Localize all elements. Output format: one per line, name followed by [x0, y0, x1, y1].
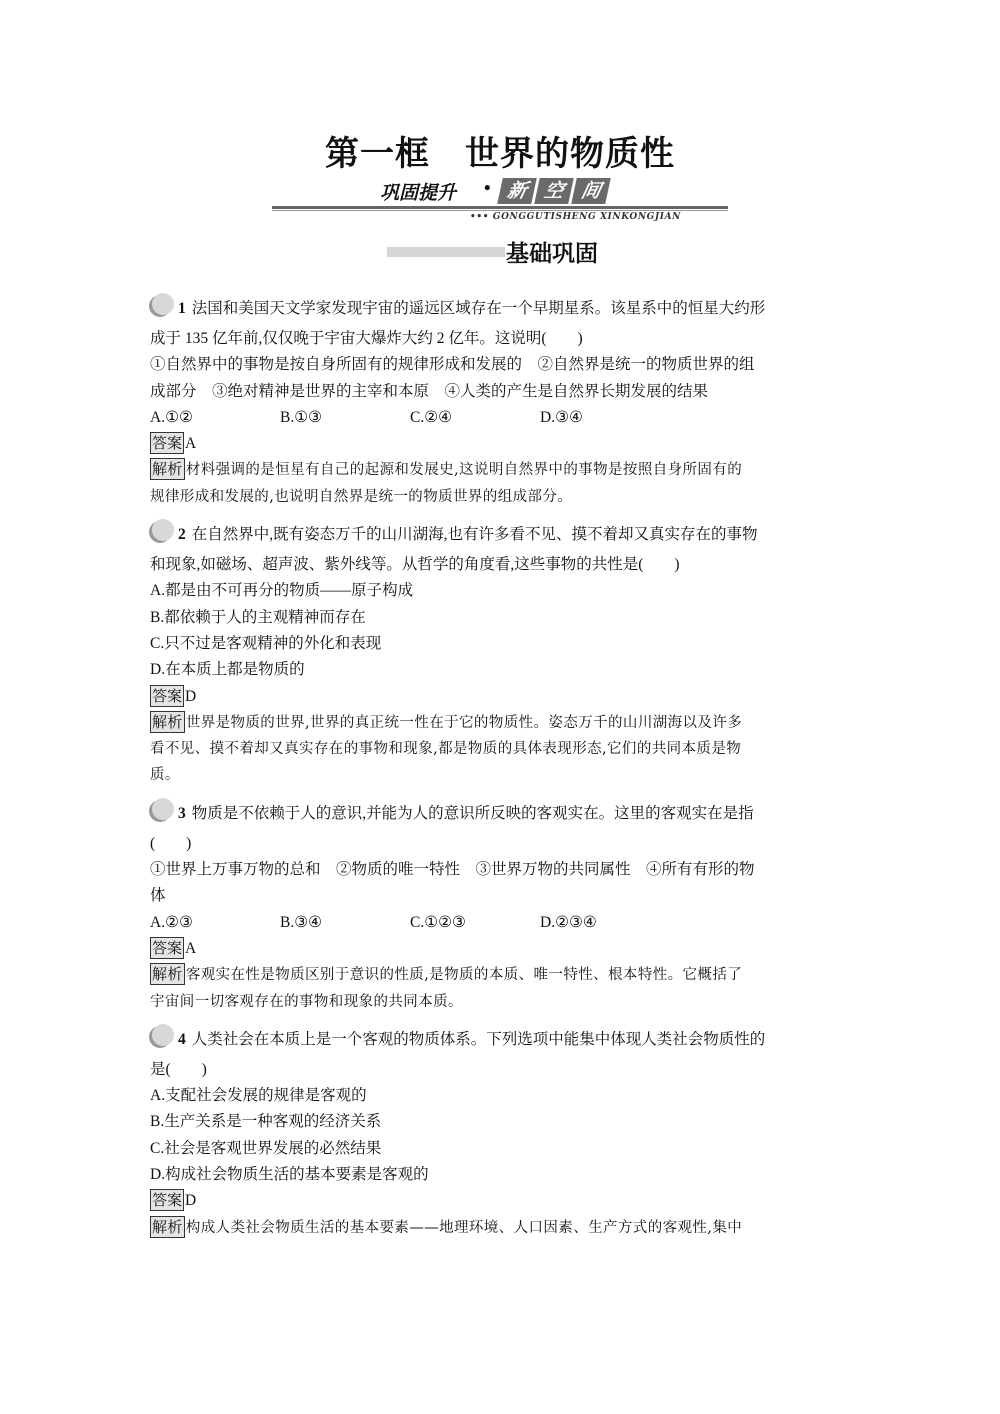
question-bubble-icon	[152, 798, 174, 820]
section-bar-decoration	[387, 247, 505, 257]
question-number: 3	[178, 804, 186, 822]
question-bubble-icon	[152, 1024, 174, 1046]
banner-label: 巩固提升	[380, 182, 457, 204]
answer-value: D	[185, 1192, 197, 1210]
header-rule	[272, 206, 728, 209]
explanation-label: 解析	[152, 1217, 183, 1236]
explanation-text: 世界是物质的世界,世界的真正统一性在于它的物质性。姿态万千的山川湖海以及许多	[185, 714, 743, 731]
option-d: D.②③④	[540, 913, 597, 931]
question-bubble-icon	[152, 519, 174, 541]
option-a: A.支配社会发展的规律是客观的	[150, 1087, 367, 1105]
option-c: C.只不过是客观精神的外化和表现	[150, 634, 382, 652]
question-stem: 法国和美国天文学家发现宇宙的遥远区域存在一个早期星系。该星系中的恒星大约形	[191, 300, 766, 317]
question-statement: 体	[150, 887, 166, 905]
banner-pinyin: ••• GONGGUTISHENG XINKONGJIAN	[470, 212, 682, 222]
answer-value: A	[185, 939, 197, 957]
question-statement: ①世界上万事万物的总和 ②物质的唯一特性 ③世界万物的共同属性 ④所有有形的物	[150, 861, 755, 879]
option-b: B.③④	[280, 913, 323, 931]
explanation-text: 宇宙间一切客观存在的事物和现象的共同本质。	[150, 993, 463, 1010]
explanation-text: 构成人类社会物质生活的基本要素——地理环境、人口因素、生产方式的客观性,集中	[185, 1219, 743, 1236]
banner-box-2: 空	[534, 178, 574, 204]
explanation-label: 解析	[152, 460, 183, 479]
answer-label: 答案	[152, 434, 183, 453]
answer-label: 答案	[152, 938, 183, 957]
banner-box-3: 间	[571, 178, 611, 204]
question-list	[150, 292, 850, 1241]
option-a: A.②③	[150, 913, 193, 931]
explanation-text: 规律形成和发展的,也说明自然界是统一的物质世界的组成部分。	[150, 488, 573, 505]
explanation-label: 解析	[152, 965, 183, 984]
question-3	[150, 797, 850, 1015]
banner-box-1: 新	[497, 178, 537, 204]
question-stem: ( )	[150, 834, 192, 852]
question-stem: 和现象,如磁场、超声波、紫外线等。从哲学的角度看,这些事物的共性是( )	[150, 556, 680, 574]
page-title: 第一框 世界的物质性	[325, 134, 675, 174]
answer-value: D	[185, 687, 197, 705]
question-2	[150, 518, 850, 789]
explanation-text: 材料强调的是恒星有自己的起源和发展史,这说明自然界中的事物是按照自身所固有的	[185, 462, 743, 479]
section-title: 基础巩固	[506, 241, 598, 267]
question-1	[150, 292, 850, 510]
option-c: C.②④	[410, 408, 453, 426]
banner-dot: •	[484, 178, 491, 199]
option-d: D.构成社会物质生活的基本要素是客观的	[150, 1166, 429, 1184]
question-statement: ①自然界中的事物是按自身所固有的规律形成和发展的 ②自然界是统一的物质世界的组	[150, 356, 755, 374]
question-stem: 物质是不依赖于人的意识,并能为人的意识所反映的客观实在。这里的客观实在是指	[191, 804, 754, 822]
option-c: C.社会是客观世界发展的必然结果	[150, 1139, 382, 1157]
question-4	[150, 1023, 850, 1241]
header-rule-thin	[272, 210, 728, 211]
question-number: 2	[178, 526, 186, 544]
question-statement: 成部分 ③绝对精神是世界的主宰和本原 ④人类的产生是自然界长期发展的结果	[150, 382, 709, 400]
option-a: A.都是由不可再分的物质——原子构成	[150, 582, 414, 600]
option-a: A.①②	[150, 408, 193, 426]
option-b: B.①③	[280, 408, 323, 426]
option-b: B.都依赖于人的主观精神而存在	[150, 608, 366, 626]
question-number: 4	[178, 1030, 186, 1048]
explanation-text: 看不见、摸不着却又真实存在的事物和现象,都是物质的具体表现形态,它们的共同本质是物	[150, 741, 742, 758]
option-d: D.③④	[540, 408, 583, 426]
answer-value: A	[185, 435, 197, 453]
explanation-text: 质。	[150, 767, 180, 784]
question-number: 1	[178, 300, 186, 317]
question-stem: 在自然界中,既有姿态万千的山川湖海,也有许多看不见、摸不着却又真实存在的事物	[191, 526, 758, 544]
question-stem: 人类社会在本质上是一个客观的物质体系。下列选项中能集中体现人类社会物质性的	[191, 1030, 766, 1048]
answer-label: 答案	[152, 686, 183, 705]
question-stem: 成于 135 亿年前,仅仅晚于宇宙大爆炸大约 2 亿年。这说明( )	[150, 330, 583, 347]
explanation-label: 解析	[152, 712, 183, 731]
option-b: B.生产关系是一种客观的经济关系	[150, 1113, 382, 1131]
answer-label: 答案	[152, 1191, 183, 1210]
question-bubble-icon	[152, 293, 174, 315]
option-d: D.在本质上都是物质的	[150, 661, 305, 679]
option-c: C.①②③	[410, 913, 466, 931]
question-stem: 是( )	[150, 1060, 207, 1078]
explanation-text: 客观实在性是物质区别于意识的性质,是物质的本质、唯一特性、根本特性。它概括了	[185, 967, 743, 984]
